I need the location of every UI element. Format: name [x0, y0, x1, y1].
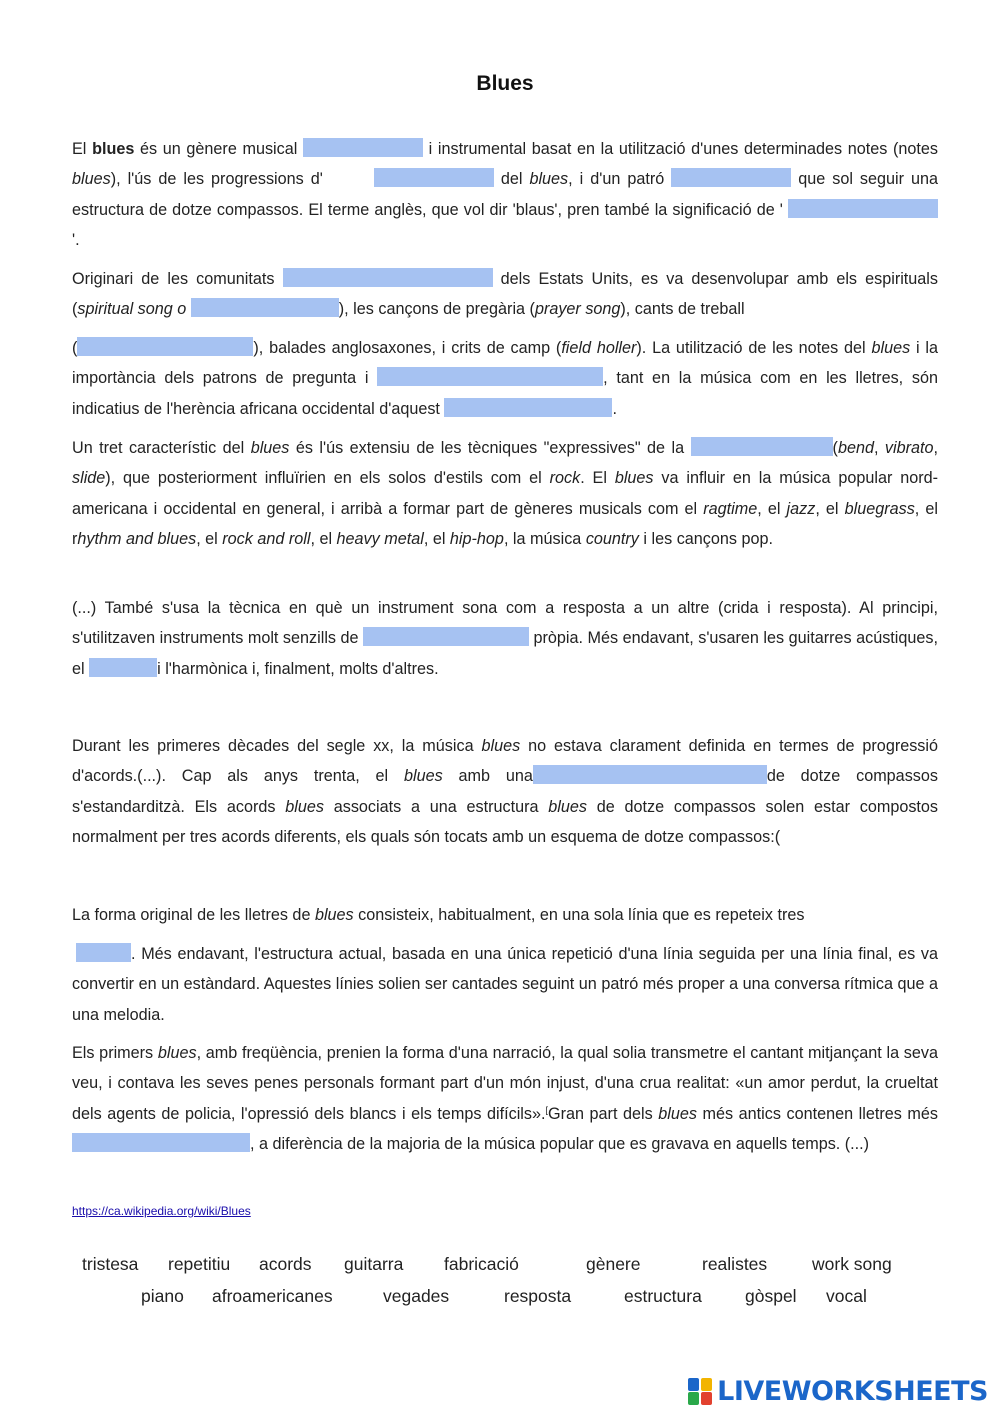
paragraph-4: Un tret característic del blues és l'ús extensiu de les tècniques "expressives" de la (bend, vibrato, slide), que posteriorment influïrien en els solos d'estils com el rock. El blues va influir en la música popular nord-americana i occidental en general, i arribà a formar part de gèneres musicals com el ragtime, el jazz, el bluegrass, el rhythm and blues, el rock and roll, el heavy metal, el hip-hop, la música country i les cançons pop. — [72, 439, 939, 548]
word-bank-item[interactable]: acords — [259, 1254, 312, 1274]
word-bank-item[interactable]: realistes — [702, 1254, 768, 1274]
word-bank-item[interactable]: tristesa — [82, 1254, 139, 1274]
page-title: Blues — [476, 72, 534, 95]
word-bank-item[interactable]: vocal — [826, 1286, 867, 1306]
brand-name: LIVEWORKSHEETS — [717, 1375, 988, 1407]
answer-gap-5[interactable] — [283, 268, 493, 287]
paragraph-3: ( ), balades anglosaxones, i crits de camp (field holler). La utilització de les notes del blues i la importància dels patrons de pregunta i , tant en la música com en les lletres, són indicatius de l'herència africana occidental d'aquest . — [72, 339, 938, 418]
paragraph-5: (...) També s'usa la tècnica en què un instrument sona com a resposta a un altre (crida i resposta). Al principi, s'utilitzaven instruments molt senzills de pròpia. Més endavant, s'usaren les guitarres acústiques, el i l'harmònica i, finalment, molts d'altres. — [72, 599, 938, 678]
word-bank-item[interactable]: estructura — [624, 1286, 702, 1306]
answer-gap-15[interactable] — [72, 1133, 250, 1152]
answer-gap-14[interactable] — [76, 943, 131, 962]
paragraph-8: . Més endavant, l'estructura actual, basada en una única repetició d'una línia seguida per una línia final, es va convertir en un estàndard. Aquestes línies solien ser cantades seguint un patró més proper a una conversa rítmica que a una melodia. — [72, 945, 938, 1024]
paragraph-9: Els primers blues, amb freqüència, prenien la forma d'una narració, la qual solia transmetre el cantant mitjançant la seva veu, i contava les seves penes personals formant part d'un món injust, d'una crua realitat: «un amor perdut, la crueltat dels agents de policia, l'opressió dels blancs i els temps difícils».[Gran part dels blues més antics contenen lletres més , a diferència de la majoria de la música popular que es gravava en aquells temps. (...) — [72, 1044, 938, 1153]
word-bank-item[interactable]: work song — [812, 1254, 892, 1274]
paragraph-7: La forma original de les lletres de blues consisteix, habitualment, en una sola línia que es repeteix tres — [72, 906, 805, 924]
footnote-marker: [ — [545, 1104, 548, 1115]
answer-gap-8[interactable] — [377, 367, 603, 386]
answer-gap-3[interactable] — [671, 168, 791, 187]
word-bank-item[interactable]: guitarra — [344, 1254, 404, 1274]
answer-gap-4[interactable] — [788, 199, 938, 218]
answer-gap-1[interactable] — [303, 138, 423, 157]
source-link[interactable]: https://ca.wikipedia.org/wiki/Blues — [72, 1204, 251, 1218]
answer-gap-11[interactable] — [363, 627, 529, 646]
answer-gap-7[interactable] — [77, 337, 253, 356]
word-bank-item[interactable]: fabricació — [444, 1254, 519, 1274]
answer-gap-2[interactable] — [374, 168, 494, 187]
word-bank-item[interactable]: piano — [141, 1286, 184, 1306]
word-bank-item[interactable]: vegades — [383, 1286, 450, 1306]
word-bank-row-2 — [0, 1286, 1000, 1310]
word-bank-item[interactable]: repetitiu — [168, 1254, 231, 1274]
word-bank-item[interactable]: gòspel — [745, 1286, 797, 1306]
word-bank-item[interactable]: resposta — [504, 1286, 572, 1306]
answer-gap-6[interactable] — [191, 298, 339, 317]
answer-gap-13[interactable] — [533, 765, 767, 784]
paragraph-2: Originari de les comunitats dels Estats Units, es va desenvolupar amb els espirituals (spiritual song o ), les cançons de pregària (prayer song), cants de treball — [72, 270, 938, 319]
paragraph-6: Durant les primeres dècades del segle xx, la música blues no estava clarament definida en termes de progressió d'acords.(...). Cap als anys trenta, el blues amb una de dotze compassos s'estandarditzà. Els acords blues associats a una estructura blues de dotze compassos solen estar compostos normalment per tres acords diferents, els quals són tocats amb un esquema de dotze compassos:( — [72, 737, 939, 846]
liveworksheets-logo — [688, 1374, 988, 1408]
liveworksheets-mark-icon — [688, 1376, 714, 1406]
paragraph-1: El blues és un gènere musical i instrumental basat en la utilització d'unes determinades notes (notes blues), l'ús de les progressions d' del blues, i d'un patró que sol seguir una estructura de dotze compassos. El terme anglès, que vol dir 'blaus', pren també la significació de ' '. — [72, 140, 939, 249]
answer-gap-9[interactable] — [444, 398, 612, 417]
answer-gap-10[interactable] — [691, 437, 833, 456]
word-bank-item[interactable]: gènere — [586, 1254, 641, 1274]
word-bank-item[interactable]: afroamericanes — [212, 1286, 333, 1306]
word-bank-row-1 — [0, 1254, 1000, 1278]
answer-gap-12[interactable] — [89, 658, 157, 677]
